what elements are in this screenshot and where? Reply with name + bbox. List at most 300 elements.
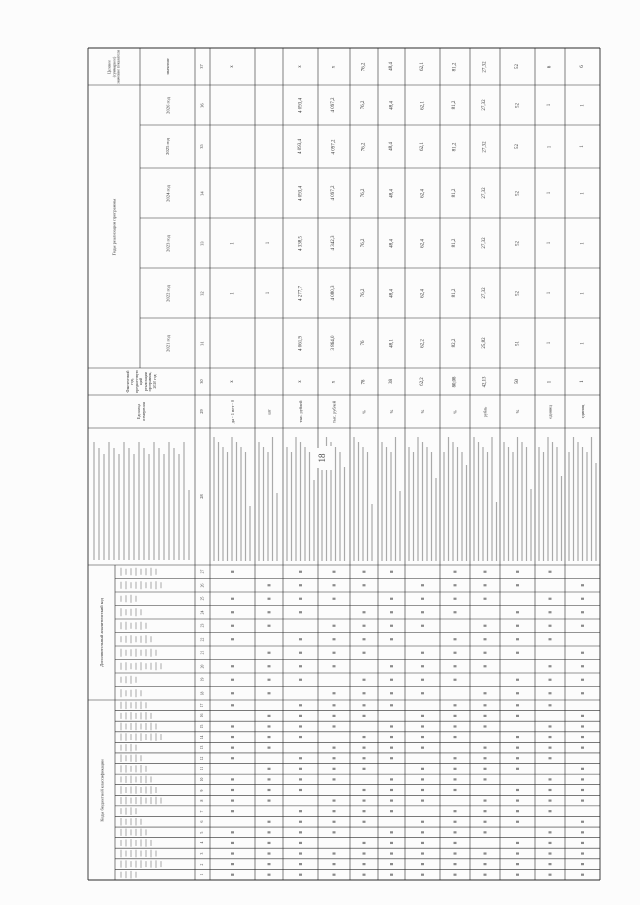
row-year-2023: 4 338,5 (297, 235, 303, 251)
column-number: 6 (200, 820, 205, 823)
row-target-value: 62,1 (419, 62, 425, 71)
row-target-value: х (297, 65, 303, 68)
code-digit (231, 863, 234, 865)
code-digit (421, 625, 424, 627)
code-digit (333, 692, 336, 694)
code-digit (390, 679, 393, 681)
row-year-2026: 62,1 (419, 100, 425, 110)
row-year-2022: 27,32 (482, 287, 488, 299)
row-year-2022: 62,4 (419, 288, 425, 298)
code-digit (454, 665, 457, 667)
row-target-value (255, 48, 283, 85)
code-digit (268, 778, 271, 780)
code-digit (231, 704, 234, 706)
code-digit (390, 810, 393, 812)
code-digit (549, 863, 552, 865)
code-digit (299, 810, 302, 812)
row-year-2024: 62,4 (419, 188, 425, 198)
column-number: 15 (200, 724, 205, 729)
column-number: 30 (199, 379, 205, 384)
code-digit (581, 692, 584, 694)
code-digit (516, 625, 519, 627)
code-digit (231, 747, 234, 749)
code-digit (549, 692, 552, 694)
row-year-2024 (210, 168, 255, 218)
code-digit (549, 679, 552, 681)
row-year-2023: 27,32 (482, 237, 488, 249)
header-fact-year: Фактический год, предшествующий реализации программы, 2020 год (125, 370, 157, 393)
code-digit (299, 598, 302, 600)
code-digit (333, 810, 336, 812)
code-digit (231, 665, 234, 667)
column-number: 36 (199, 102, 205, 108)
code-digit (299, 715, 302, 717)
column-number: 20 (200, 664, 205, 669)
row-year-2026: 4 097,2 (331, 97, 337, 113)
code-digit (421, 725, 424, 727)
code-digit (549, 810, 552, 812)
row-year-2023: 62,4 (419, 238, 425, 248)
code-digit (363, 810, 366, 812)
code-digit (363, 863, 366, 865)
row-year-2024: 4 097,2 (331, 185, 337, 201)
code-digit (390, 789, 393, 791)
row-units: единиц (547, 404, 553, 419)
code-digit (581, 747, 584, 749)
header-year-2023: 2023 год (164, 234, 170, 252)
code-digit (299, 611, 302, 613)
code-digit (333, 704, 336, 706)
code-digit (454, 757, 457, 759)
code-digit (581, 584, 584, 586)
code-digit (421, 768, 424, 770)
row-year-2023: 1 (229, 241, 235, 245)
row-units: тыс. рублей (297, 400, 303, 423)
code-digit (549, 725, 552, 727)
code-digit (231, 874, 234, 876)
code-digit (549, 736, 552, 738)
code-digit (581, 768, 584, 770)
code-digit (421, 692, 424, 694)
row-fact-2020: 62,2 (419, 377, 425, 386)
code-digit (299, 736, 302, 738)
code-digit (454, 789, 457, 791)
code-digit (581, 625, 584, 627)
code-digit (454, 852, 457, 854)
code-digit (333, 665, 336, 667)
row-year-2025: 4 093,4 (297, 139, 303, 154)
code-digit (299, 768, 302, 770)
code-digit (333, 625, 336, 627)
code-digit (390, 831, 393, 833)
code-digit (484, 768, 487, 770)
code-digit (231, 778, 234, 780)
row-year-2024 (255, 168, 283, 218)
code-digit (454, 778, 457, 780)
row-year-2026: 81,2 (452, 100, 458, 110)
row-year-2025: 1 (579, 145, 585, 148)
code-digit (363, 679, 366, 681)
code-digit (484, 810, 487, 812)
code-digit (581, 715, 584, 717)
code-digit (484, 598, 487, 600)
code-digit (390, 638, 393, 640)
code-digit (363, 571, 366, 573)
code-digit (454, 842, 457, 844)
code-digit (421, 611, 424, 613)
header-target-title: Целевое (суммарное) значение показателя (107, 49, 121, 84)
row-units: тыс. рублей (331, 400, 337, 423)
row-target-value: 6 (579, 65, 585, 68)
code-digit (333, 757, 336, 759)
code-digit (581, 852, 584, 854)
row-year-2021: 48,1 (388, 338, 394, 348)
code-digit (421, 598, 424, 600)
code-digit (268, 652, 271, 654)
row-units: да - 1 нет - 0 (229, 399, 235, 424)
code-digit (581, 665, 584, 667)
code-digit (268, 736, 271, 738)
code-digit (299, 852, 302, 854)
row-target-value: 81,2 (452, 62, 458, 71)
code-digit (333, 747, 336, 749)
code-digit (484, 852, 487, 854)
code-digit (333, 852, 336, 854)
code-digit (333, 652, 336, 654)
row-year-2024: 48,4 (388, 188, 394, 198)
code-digit (231, 842, 234, 844)
row-year-2023: 1 (579, 241, 585, 245)
code-digit (231, 638, 234, 640)
row-year-2024: 1 (579, 191, 585, 195)
code-digit (581, 736, 584, 738)
row-year-2021: 25,82 (482, 337, 488, 349)
row-fact-2020: 42,13 (482, 376, 488, 387)
code-digit (454, 638, 457, 640)
column-number: 22 (200, 637, 205, 642)
row-year-2023: 48,4 (388, 238, 394, 248)
code-digit (581, 725, 584, 727)
code-digit (484, 638, 487, 640)
row-year-2025: 62,1 (419, 142, 425, 151)
code-digit (231, 810, 234, 812)
row-fact-2020: х (229, 380, 235, 383)
code-digit (390, 757, 393, 759)
code-digit (549, 874, 552, 876)
code-digit (299, 638, 302, 640)
code-digit (516, 842, 519, 844)
row-year-2026 (210, 85, 255, 125)
code-digit (454, 598, 457, 600)
code-digit (299, 571, 302, 573)
row-target-value: 52 (514, 64, 520, 69)
code-digit (516, 747, 519, 749)
code-digit (421, 652, 424, 654)
column-number: 24 (200, 610, 205, 615)
column-number: 12 (200, 756, 205, 761)
code-digit (390, 692, 393, 694)
row-year-2023: 52 (514, 240, 520, 246)
code-digit (549, 571, 552, 573)
row-year-2025: 76,2 (361, 142, 367, 151)
code-digit (363, 799, 366, 801)
code-digit (581, 611, 584, 613)
column-number: 26 (200, 583, 205, 588)
code-digit (516, 704, 519, 706)
code-digit (268, 747, 271, 749)
row-year-2026: 1 (579, 103, 585, 107)
code-digit (454, 810, 457, 812)
code-digit (549, 842, 552, 844)
row-year-2022: 4 277,7 (297, 285, 303, 301)
code-digit (299, 757, 302, 759)
code-digit (299, 842, 302, 844)
code-digit (581, 598, 584, 600)
code-digit (516, 679, 519, 681)
code-digit (363, 736, 366, 738)
code-digit (231, 757, 234, 759)
code-digit (581, 831, 584, 833)
code-digit (516, 757, 519, 759)
row-year-2026: 76,2 (361, 100, 367, 110)
code-digit (268, 598, 271, 600)
code-digit (484, 584, 487, 586)
row-year-2025 (255, 125, 283, 168)
row-target-value: 76,2 (361, 62, 367, 71)
row-fact-2020: 38 (388, 379, 394, 384)
row-year-2025: 48,4 (388, 142, 394, 151)
code-digit (268, 725, 271, 727)
code-digit (516, 821, 519, 823)
column-number: 4 (200, 841, 205, 844)
code-digit (516, 799, 519, 801)
code-digit (363, 757, 366, 759)
column-number: 7 (200, 810, 205, 813)
code-digit (421, 665, 424, 667)
code-digit (421, 799, 424, 801)
code-digit (333, 768, 336, 770)
column-number: 16 (200, 713, 205, 718)
code-digit (581, 679, 584, 681)
code-digit (333, 584, 336, 586)
column-number: 9 (200, 789, 205, 791)
code-digit (484, 821, 487, 823)
code-digit (390, 704, 393, 706)
row-year-2021: 62,2 (419, 338, 425, 348)
code-digit (581, 821, 584, 823)
code-digit (390, 863, 393, 865)
code-digit (390, 611, 393, 613)
row-fact-2020: х (331, 380, 337, 383)
code-digit (333, 725, 336, 727)
row-year-2025: 27,32 (482, 140, 488, 153)
header-units: Единица измерения (135, 402, 146, 421)
code-digit (363, 842, 366, 844)
row-units: % (514, 409, 520, 414)
code-digit (484, 625, 487, 627)
row-year-2021: 51 (514, 340, 520, 346)
code-digit (268, 768, 271, 770)
code-digit (484, 747, 487, 749)
row-year-2026: 27,32 (482, 99, 488, 111)
code-digit (549, 704, 552, 706)
code-digit (454, 584, 457, 586)
code-digit (363, 747, 366, 749)
row-year-2024: 4 093,4 (297, 185, 303, 201)
code-digit (516, 652, 519, 654)
column-number: 34 (199, 190, 205, 196)
code-digit (363, 821, 366, 823)
row-year-2025: 81,2 (452, 142, 458, 151)
code-digit (363, 789, 366, 791)
code-digit (516, 810, 519, 812)
code-digit (231, 611, 234, 613)
code-digit (454, 821, 457, 823)
code-digit (333, 821, 336, 823)
code-digit (484, 757, 487, 759)
row-year-2025: 1 (547, 145, 553, 148)
code-digit (484, 715, 487, 717)
column-number: 13 (200, 745, 205, 750)
column-number: 29 (199, 409, 205, 414)
header-year-2021: 2021 год (164, 334, 170, 352)
row-fact-2020 (255, 368, 283, 395)
row-units: % (388, 409, 394, 414)
row-target-value: 27,32 (482, 60, 488, 73)
code-digit (549, 747, 552, 749)
column-number: 8 (200, 799, 205, 802)
code-digit (484, 704, 487, 706)
code-digit (549, 778, 552, 780)
code-digit (549, 625, 552, 627)
code-digit (454, 874, 457, 876)
row-year-2025: 4 097,2 (331, 139, 337, 154)
row-year-2026: 1 (547, 103, 553, 107)
row-year-2024: 76,2 (361, 188, 367, 198)
header-years-title: Годы реализации программы (111, 198, 117, 255)
code-digit (581, 842, 584, 844)
code-digit (454, 725, 457, 727)
row-year-2025 (210, 125, 255, 168)
code-digit (299, 584, 302, 586)
code-digit (231, 571, 234, 573)
code-digit (549, 638, 552, 640)
row-year-2026: 48,4 (388, 100, 394, 110)
code-digit (581, 799, 584, 801)
row-year-2024: 27,32 (482, 187, 488, 199)
code-digit (268, 852, 271, 854)
code-digit (363, 625, 366, 627)
column-number: 11 (200, 766, 205, 771)
row-fact-2020: 1 (547, 380, 553, 383)
code-digit (421, 821, 424, 823)
code-digit (516, 638, 519, 640)
column-number: 21 (200, 650, 205, 655)
row-year-2024: 1 (547, 191, 553, 195)
column-number: 18 (200, 691, 205, 696)
row-units: % (452, 409, 458, 414)
code-digit (299, 863, 302, 865)
row-fact-2020: 1 (579, 380, 585, 383)
code-digit (421, 789, 424, 791)
code-digit (484, 665, 487, 667)
code-digit (299, 789, 302, 791)
code-digit (231, 789, 234, 791)
row-year-2026 (255, 85, 283, 125)
code-digit (299, 874, 302, 876)
code-digit (421, 842, 424, 844)
code-digit (516, 611, 519, 613)
code-digit (516, 584, 519, 586)
code-digit (484, 725, 487, 727)
code-digit (333, 778, 336, 780)
code-digit (421, 747, 424, 749)
row-target-value: х (229, 65, 235, 68)
code-digit (421, 736, 424, 738)
column-number: 31 (199, 340, 205, 346)
code-digit (390, 747, 393, 749)
column-number: 25 (200, 596, 205, 601)
code-digit (299, 725, 302, 727)
row-target-value: 6 (547, 65, 553, 68)
code-digit (268, 611, 271, 613)
row-year-2022: 1 (547, 291, 553, 295)
code-digit (390, 665, 393, 667)
code-digit (299, 679, 302, 681)
row-year-2021: 3 864,0 (331, 335, 337, 351)
column-number: 35 (199, 144, 205, 149)
code-digit (231, 852, 234, 854)
code-digit (231, 736, 234, 738)
row-year-2021 (210, 318, 255, 368)
code-digit (484, 692, 487, 694)
row-year-2023: 4 342,3 (331, 235, 337, 251)
code-digit (454, 715, 457, 717)
code-digit (268, 715, 271, 717)
code-digit (484, 652, 487, 654)
code-digit (516, 863, 519, 865)
code-digit (333, 598, 336, 600)
code-digit (581, 778, 584, 780)
header-year-2024: 2024 год (164, 184, 170, 202)
row-year-2022: 76,2 (361, 288, 367, 298)
code-digit (231, 625, 234, 627)
code-digit (454, 704, 457, 706)
code-digit (484, 863, 487, 865)
code-digit (390, 598, 393, 600)
row-year-2024: 52 (514, 190, 520, 196)
code-digit (484, 778, 487, 780)
row-year-2025: 52 (514, 144, 520, 149)
code-digit (516, 692, 519, 694)
page-number: 18 (312, 448, 332, 468)
code-digit (390, 799, 393, 801)
code-digit (363, 715, 366, 717)
code-digit (516, 768, 519, 770)
code-digit (268, 692, 271, 694)
column-number: 14 (200, 735, 205, 739)
column-number: 2 (200, 863, 205, 866)
code-digit (516, 571, 519, 573)
row-year-2023: 1 (547, 241, 553, 245)
code-digit (268, 679, 271, 681)
code-digit (390, 625, 393, 627)
code-digit (299, 778, 302, 780)
code-digit (299, 704, 302, 706)
code-digit (268, 799, 271, 801)
code-digit (390, 874, 393, 876)
column-number: 37 (199, 64, 205, 69)
